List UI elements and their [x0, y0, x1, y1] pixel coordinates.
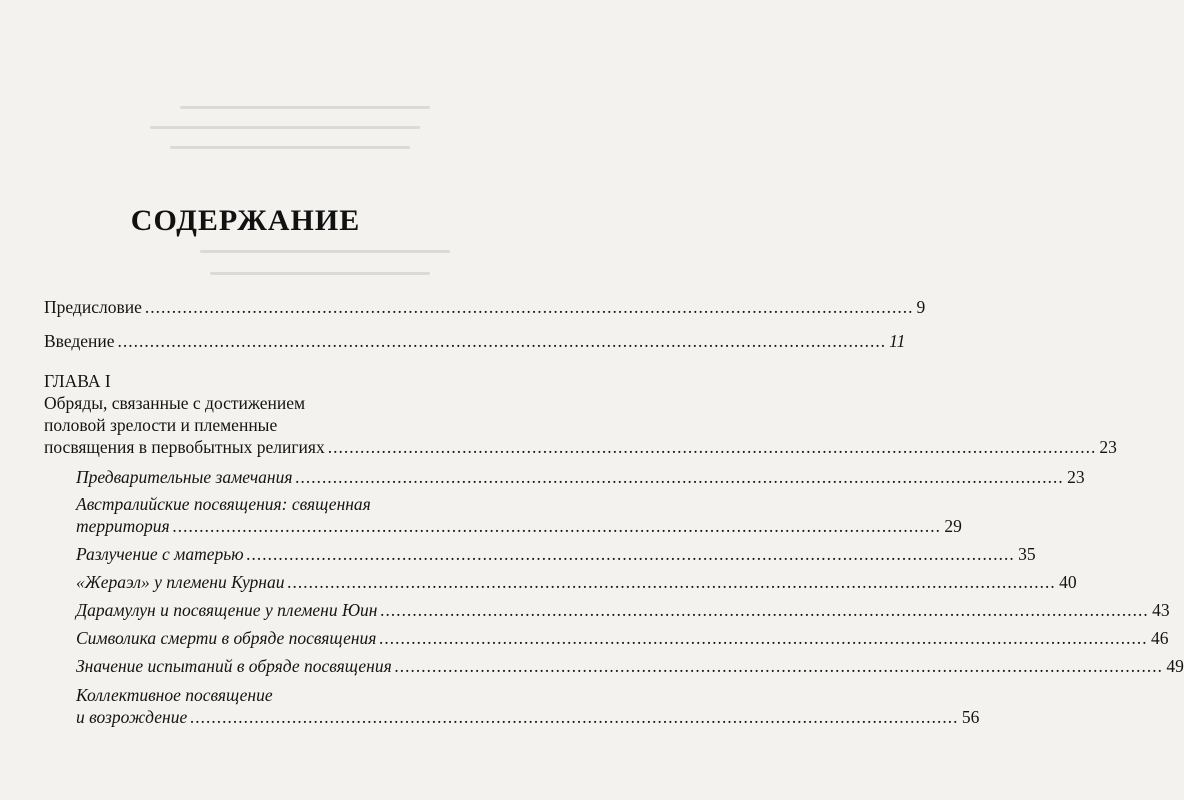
toc-section-text: «Жераэл» у племени Курнаи — [76, 572, 285, 592]
toc-section-text: Дарамулун и посвящение у племени Юин — [76, 600, 378, 620]
toc-section — [76, 706, 980, 728]
toc-leader-dots: ............................................................................................................................................... — [287, 572, 1057, 592]
toc-leader-dots: ............................................................................................................................................... — [380, 600, 1150, 620]
bleed-through-mark — [200, 250, 450, 253]
toc-page-number: 9 — [916, 297, 926, 317]
toc-section — [76, 571, 1077, 593]
toc-page-number: 46 — [1151, 628, 1169, 648]
toc-entry-text: Предисловие — [44, 297, 142, 317]
toc-page-number: 40 — [1059, 572, 1077, 592]
toc-page-number: 23 — [1099, 437, 1117, 457]
chapter-label: ГЛАВА I — [44, 371, 111, 391]
toc-leader-dots: ............................................................................................................................................... — [172, 516, 942, 536]
toc-entry-text: Введение — [44, 331, 115, 351]
toc-section — [76, 627, 1169, 649]
toc-section-text: Коллективное посвящение — [76, 685, 273, 705]
toc-section-text: Разлучение с матерью — [76, 544, 244, 564]
toc-page-number: 23 — [1067, 467, 1085, 487]
toc-leader-dots: ............................................................................................................................................... — [394, 656, 1164, 676]
toc-section-text: Австралийские посвящения: священная — [76, 494, 371, 514]
toc-section — [76, 655, 1184, 677]
toc-section — [76, 466, 1085, 488]
toc-page-number: 43 — [1152, 600, 1170, 620]
toc-entry-introduction — [44, 330, 906, 352]
toc-section-text: Предварительные замечания — [76, 467, 293, 487]
chapter-title-last-line — [44, 436, 1117, 458]
chapter-title-line: посвящения в первобытных религиях — [44, 437, 325, 457]
toc-page-number: 35 — [1018, 544, 1036, 564]
chapter-title-line: Обряды, связанные с достижением — [44, 393, 306, 413]
bleed-through-mark — [210, 272, 430, 275]
toc-section — [76, 515, 962, 537]
bleed-through-mark — [180, 106, 430, 109]
chapter-title-line: половой зрелости и племенные — [44, 415, 278, 435]
bleed-through-mark — [170, 146, 410, 149]
toc-section-text: Символика смерти в обряде посвящения — [76, 628, 377, 648]
toc-section — [76, 599, 1170, 621]
toc-leader-dots: ............................................................................................................................................... — [327, 437, 1097, 457]
toc-page-number: 49 — [1166, 656, 1184, 676]
toc-leader-dots: ............................................................................................................................................... — [117, 331, 887, 351]
toc-section — [76, 543, 1036, 565]
toc-leader-dots: ............................................................................................................................................... — [190, 707, 959, 727]
toc-page-number: 56 — [961, 707, 980, 727]
toc-section-text: Значение испытаний в обряде посвящения — [76, 656, 392, 676]
page-title: СОДЕРЖАНИЕ — [130, 204, 361, 237]
toc-leader-dots: ............................................................................................................................................... — [144, 297, 914, 317]
toc-section-text: территория — [76, 516, 170, 536]
toc-entry-preface — [44, 296, 926, 318]
bleed-through-mark — [150, 126, 420, 129]
toc-page-number: 29 — [944, 516, 962, 536]
toc-section-text: и возрождение — [76, 707, 188, 727]
toc-leader-dots: ............................................................................................................................................... — [379, 628, 1149, 648]
toc-page-number: 11 — [889, 331, 906, 351]
toc-leader-dots: ............................................................................................................................................... — [246, 544, 1016, 564]
toc-leader-dots: ............................................................................................................................................... — [295, 467, 1065, 487]
